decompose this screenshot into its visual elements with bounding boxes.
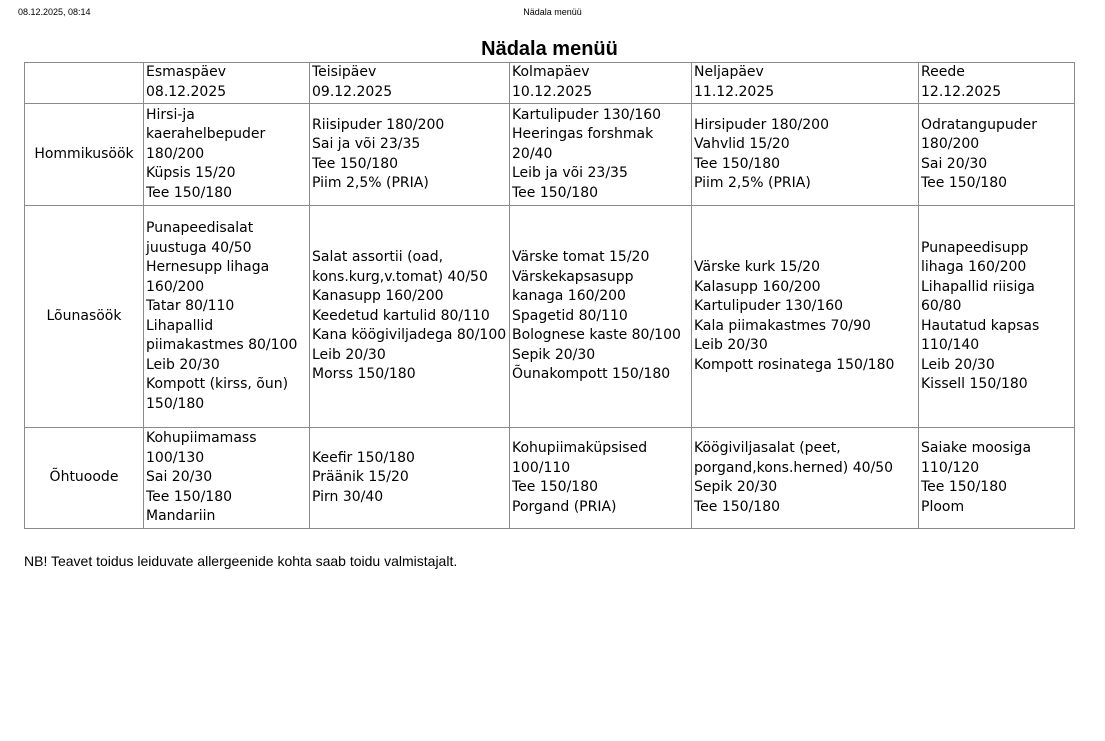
menu-cell: Keefir 150/180 Präänik 15/20 Pirn 30/40: [310, 428, 510, 529]
day-date: 11.12.2025: [694, 83, 775, 100]
weekly-menu-table: [24, 62, 1075, 529]
menu-cell: Odratangupuder 180/200 Sai 20/30 Tee 150/180: [919, 104, 1075, 206]
day-name: Neljapäev: [694, 64, 764, 80]
day-header-wednesday: [510, 63, 692, 104]
meal-name-snack: Õhtuoode: [25, 428, 144, 529]
page-title: Nädala menüü: [481, 38, 618, 60]
print-page-title: Nädala menüü: [523, 7, 582, 17]
print-header: [18, 6, 1087, 18]
meal-row-lunch: [25, 206, 1075, 428]
day-date: 10.12.2025: [512, 83, 593, 100]
day-date: 12.12.2025: [921, 83, 1002, 100]
menu-cell: Värske tomat 15/20 Värskekapsasupp kanaga 160/200 Spagetid 80/110 Bolognese kaste 80/100 Sepik 20/30 Õunakompott 150/180: [510, 206, 692, 428]
allergen-note: NB! Teavet toidus leiduvate allergeenide kohta saab toidu valmistajalt.: [24, 553, 458, 569]
day-name: Kolmapäev: [512, 64, 590, 80]
corner-cell: [25, 63, 144, 104]
menu-cell: Punapeedisalat juustuga 40/50 Hernesupp lihaga 160/200 Tatar 80/110 Lihapallid piimakastmes 80/100 Leib 20/30 Kompott (kirss, õun) 150/180: [144, 206, 310, 428]
day-name: Reede: [921, 64, 965, 80]
day-header-row: [25, 63, 1075, 104]
meal-name-lunch: Lõunasöök: [25, 206, 144, 428]
menu-cell: Salat assortii (oad, kons.kurg,v.tomat) 40/50 Kanasupp 160/200 Keedetud kartulid 80/110 Kana köögiviljadega 80/100 Leib 20/30 Morss 150/180: [310, 206, 510, 428]
menu-cell: Kartulipuder 130/160 Heeringas forshmak 20/40 Leib ja või 23/35 Tee 150/180: [510, 104, 692, 206]
day-date: 08.12.2025: [146, 83, 227, 100]
menu-cell: Köögiviljasalat (peet, porgand,kons.herned) 40/50 Sepik 20/30 Tee 150/180: [692, 428, 919, 529]
day-header-monday: [144, 63, 310, 104]
day-date: 09.12.2025: [312, 83, 393, 100]
meal-row-snack: [25, 428, 1075, 529]
print-datetime: 08.12.2025, 08:14: [18, 7, 91, 17]
menu-cell: Värske kurk 15/20 Kalasupp 160/200 Kartulipuder 130/160 Kala piimakastmes 70/90 Leib 20/30 Kompott rosinatega 150/180: [692, 206, 919, 428]
menu-cell: Punapeedisupp lihaga 160/200 Lihapallid riisiga 60/80 Hautatud kapsas 110/140 Leib 20/30 Kissell 150/180: [919, 206, 1075, 428]
meal-name-breakfast: Hommikusöök: [25, 104, 144, 206]
meal-row-breakfast: [25, 104, 1075, 206]
menu-cell: Riisipuder 180/200 Sai ja või 23/35 Tee 150/180 Piim 2,5% (PRIA): [310, 104, 510, 206]
menu-cell: Saiake moosiga 110/120 Tee 150/180 Ploom: [919, 428, 1075, 529]
day-header-friday: [919, 63, 1075, 104]
day-name: Teisipäev: [312, 64, 377, 80]
menu-cell: Kohupiimaküpsised 100/110 Tee 150/180 Porgand (PRIA): [510, 428, 692, 529]
day-name: Esmaspäev: [146, 64, 227, 80]
day-header-tuesday: [310, 63, 510, 104]
menu-cell: Kohupiimamass 100/130 Sai 20/30 Tee 150/180 Mandariin: [144, 428, 310, 529]
menu-cell: Hirsi-ja kaerahelbepuder 180/200 Küpsis 15/20 Tee 150/180: [144, 104, 310, 206]
menu-cell: Hirsipuder 180/200 Vahvlid 15/20 Tee 150/180 Piim 2,5% (PRIA): [692, 104, 919, 206]
day-header-thursday: [692, 63, 919, 104]
